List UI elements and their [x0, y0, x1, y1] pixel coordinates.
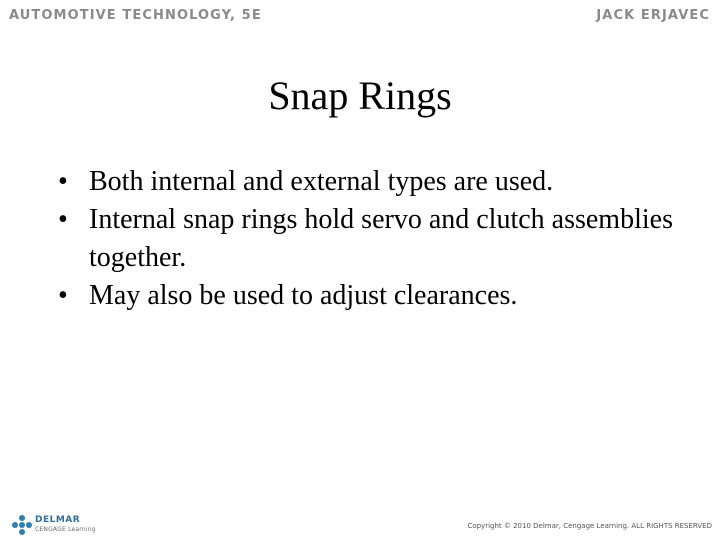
slide-title: Snap Rings	[268, 73, 452, 118]
logo-name: DELMAR	[35, 515, 81, 525]
book-title-header: AUTOMOTIVE TECHNOLOGY, 5E	[9, 8, 262, 23]
bullet-list	[58, 163, 698, 315]
delmar-cengage-logo-icon	[12, 515, 32, 535]
publisher-logo	[12, 513, 96, 537]
bullet-item	[58, 201, 698, 277]
bullet-item	[58, 277, 698, 315]
author-header: JACK ERJAVEC	[596, 8, 710, 23]
bullet-item	[58, 163, 698, 201]
logo-subtitle: CENGAGE Learning	[35, 526, 96, 533]
bullet-text: Both internal and external types are used.	[89, 166, 554, 197]
bullet-marker: •	[58, 166, 68, 197]
bullet-marker: •	[58, 204, 68, 235]
bullet-text: Internal snap rings hold servo and clutch assemblies together.	[89, 204, 673, 273]
bullet-text: May also be used to adjust clearances.	[89, 280, 518, 311]
bullet-marker: •	[58, 280, 68, 311]
copyright-notice: Copyright © 2010 Delmar, Cengage Learning. ALL RIGHTS RESERVED	[467, 522, 712, 530]
